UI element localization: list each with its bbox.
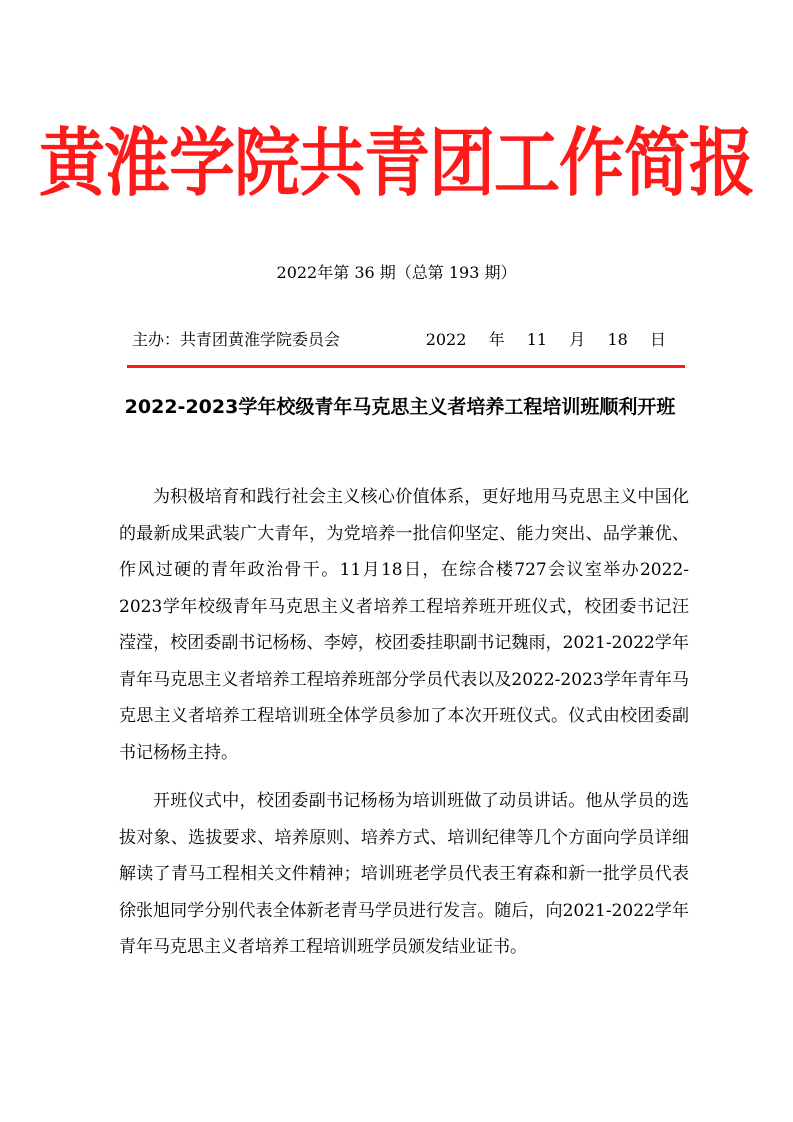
- article-body: [119, 479, 689, 978]
- header-divider: [127, 365, 685, 368]
- article-paragraph: 开班仪式中，校团委副书记杨杨为培训班做了动员讲话。他从学员的选拔对象、选拔要求、培养原则、培养方式、培训纪律等几个方面向学员详细解读了青马工程相关文件精神；培训班老学员代表王宥森和新一批学员代表徐张旭同学分别代表全体新老青马学员进行发言。随后，向2021-2022学年青年马克思主义者培养工程培训班学员颁发结业证书。: [119, 791, 689, 957]
- article-paragraph: 为积极培育和践行社会主义核心价值体系，更好地用马克思主义中国化的最新成果武装广大青年，为党培养一批信仰坚定、能力突出、品学兼优、作风过硬的青年政治骨干。11月18日，在综合楼727会议室举办2022-2023学年校级青年马克思主义者培养工程培养班开班仪式，校团委书记汪滢滢，校团委副书记杨杨、李婷，校团委挂职副书记魏雨，2021-2022学年青年马克思主义者培养工程培养班部分学员代表以及2022-2023学年青年马克思主义者培养工程培训班全体学员参加了本次开班仪式。仪式由校团委副书记杨杨主持。: [119, 487, 689, 763]
- publish-date: 2022 年 11 月 18 日: [425, 330, 666, 349]
- issue-number: 2022年第 36 期（总第 193 期）: [276, 263, 517, 282]
- organizer-label: 主办：共青团黄淮学院委员会: [132, 330, 341, 349]
- article-title: 2022-2023学年校级青年马克思主义者培养工程培训班顺利开班: [124, 396, 676, 418]
- masthead-title: 黄淮学院共青团工作简报: [39, 120, 754, 207]
